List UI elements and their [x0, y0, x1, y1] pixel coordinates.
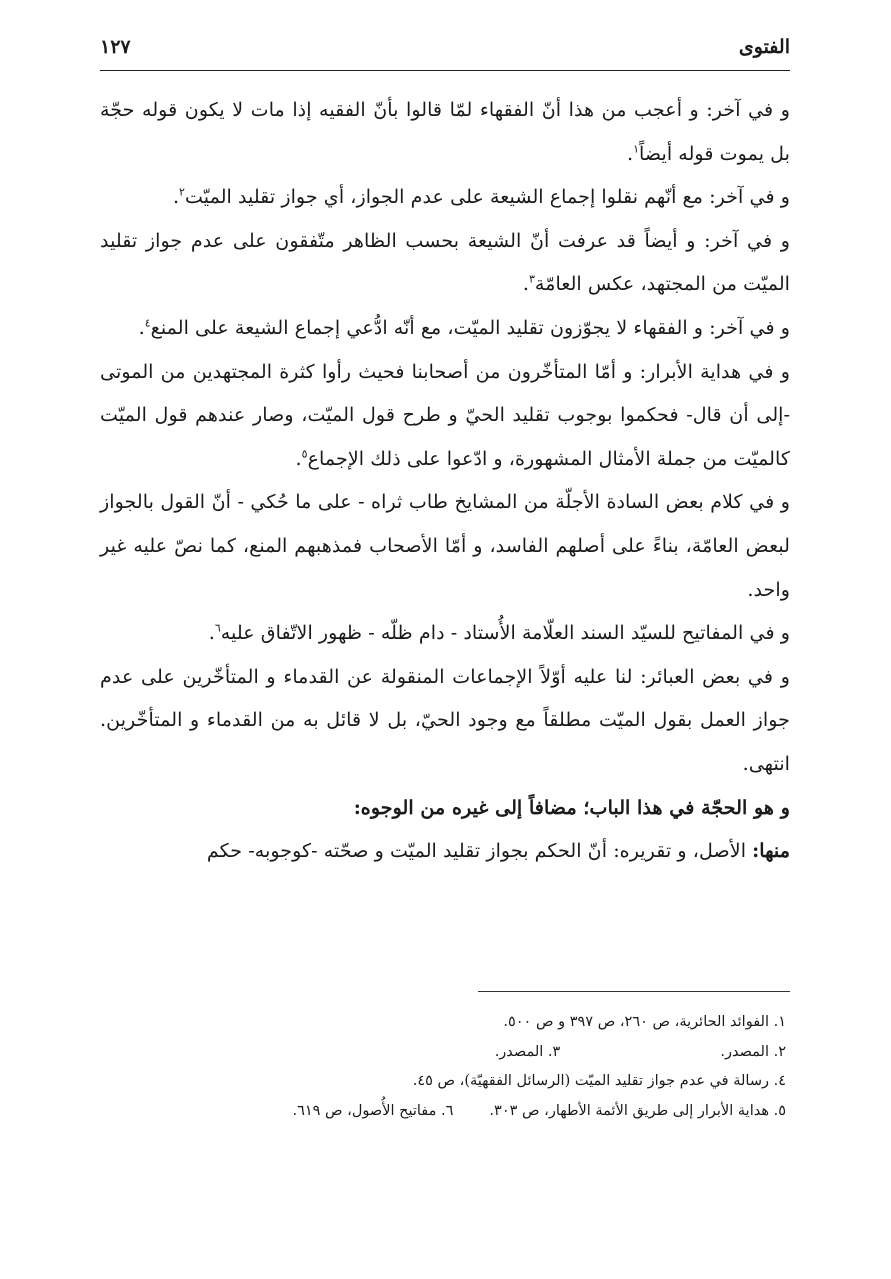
footnote-ref: ٤ [144, 316, 151, 330]
footnote-ref: ٢ [179, 185, 185, 199]
paragraph: و في المفاتيح للسيّد السند العلّامة الأُستاد - دام ظلّه - ظهور الاتّفاق عليه$^٦$. [208, 621, 790, 645]
paragraph-text: و في هداية الأبرار: و أمّا المتأخّرون من أصحابنا فحيث رأوا كثرة المجتهدين من الموتى -إلى أن قال- فحكموا بوجوب تقليد الحيّ و طرح قول الميّت، وصار عندهم قول الميّت كالميّت من جملة الأمثال المشهورة، و ادّعوا على ذلك الإجماع [100, 359, 790, 470]
paragraph-text: و في آخر: مع أنّهم نقلوا إجماع الشيعة على عدم الجواز، أي جواز تقليد الميّت [184, 185, 790, 209]
footnote-ref: ١ [633, 142, 640, 156]
page-header [100, 30, 790, 71]
paragraph: و في بعض العبائر: لنا عليه أوّلاً الإجماعات المنقولة عن القدماء و المتأخّرين على عدم جواز العمل بقول الميّت مطلقاً مع وجود الحيّ، بل لا قائل به من القدماء و المتأخّرين. انتهى. [100, 664, 790, 775]
footnote: ٤. رسالة في عدم جواز تقليد الميّت (الرسائل الفقهيّة)، ص ٤٥. [412, 1073, 786, 1089]
page-number: ١٢٧ [100, 36, 131, 58]
footnote-ref: ٥ [301, 447, 308, 461]
paragraph [100, 829, 790, 873]
paragraph: و في كلام بعض السادة الأجلّة من المشايخ طاب ثراه - على ما حُكي - أنّ القول بالجواز لبعض العامّة، بناءً على أصلهم الفاسد، و أمّا الأصحاب فمذهبهم المنع، كما نصّ عليه غير واحد. [100, 490, 790, 601]
footnote-divider [478, 991, 790, 992]
paragraph: و في آخر: و الفقهاء لا يجوّزون تقليد الميّت، مع أنّه ادُّعي إجماع الشيعة على المنع$^٤$. [138, 315, 790, 339]
paragraph: و في آخر: مع أنّهم نقلوا إجماع الشيعة على عدم الجواز، أي جواز تقليد الميّت$^٢$. [172, 185, 790, 209]
paragraph-lead: منها: [752, 839, 790, 863]
paragraph: و في آخر: و أعجب من هذا أنّ الفقهاء لمّا قالوا بأنّ الفقيه إذا مات لا يكون قوله حجّة بل يموت قوله أيضاً$^١$. [100, 98, 790, 165]
footnote: ٢. المصدر. [720, 1043, 786, 1060]
footnote-ref: ٣ [528, 272, 535, 286]
footnote-row [100, 1097, 786, 1127]
paragraph-text: و في آخر: و أيضاً قد عرفت أنّ الشيعة بحسب الظاهر متّفقون على عدم جواز تقليد الميّت من المجتهد، عكس العامّة [100, 228, 790, 296]
paragraph-text: و في آخر: و أعجب من هذا أنّ الفقهاء لمّا قالوا بأنّ الفقيه إذا مات لا يكون قوله حجّة بل يموت قوله أيضاً [100, 98, 790, 165]
footnote: ١. الفوائد الحائرية، ص ٢٦٠، ص ٣٩٧ و ص ٥٠٠. [503, 1014, 786, 1030]
footnote: ٦. مفاتيح الأُصول، ص ٦١٩. [292, 1102, 454, 1119]
paragraph-text: و في المفاتيح للسيّد السند العلّامة الأُستاد - دام ظلّه - ظهور الاتّفاق عليه [220, 621, 790, 645]
footnote-ref: ٦ [214, 621, 221, 635]
footnote: ٣. المصدر. [494, 1043, 561, 1060]
running-title: الفتوى [738, 36, 790, 58]
footnote-row [100, 1038, 786, 1068]
main-text [100, 88, 790, 873]
footnotes [100, 1008, 786, 1126]
paragraph-text: و في آخر: و الفقهاء لا يجوّزون تقليد الميّت، مع أنّه ادُّعي إجماع الشيعة على المنع [150, 315, 790, 339]
paragraph: و في هداية الأبرار: و أمّا المتأخّرون من أصحابنا فحيث رأوا كثرة المجتهدين من الموتى -إلى أن قال- فحكموا بوجوب تقليد الحيّ و طرح قول الميّت، وصار عندهم قول الميّت كالميّت من جملة الأمثال المشهورة، و ادّعوا على ذلك الإجماع$^٥$. [100, 359, 790, 470]
paragraph-text: الأصل، و تقريره: أنّ الحكم بجواز تقليد الميّت و صحّته -كوجوبه- حكم [206, 839, 747, 863]
section-heading: و هو الحجّة في هذا الباب؛ مضافاً إلى غيره من الوجوه: [353, 795, 790, 819]
paragraph: و في آخر: و أيضاً قد عرفت أنّ الشيعة بحسب الظاهر متّفقون على عدم جواز تقليد الميّت من المجتهد، عكس العامّة$^٣$. [100, 228, 790, 296]
footnote: ٥. هداية الأبرار إلى طريق الأئمة الأطهار، ص ٣٠٣. [489, 1102, 786, 1119]
